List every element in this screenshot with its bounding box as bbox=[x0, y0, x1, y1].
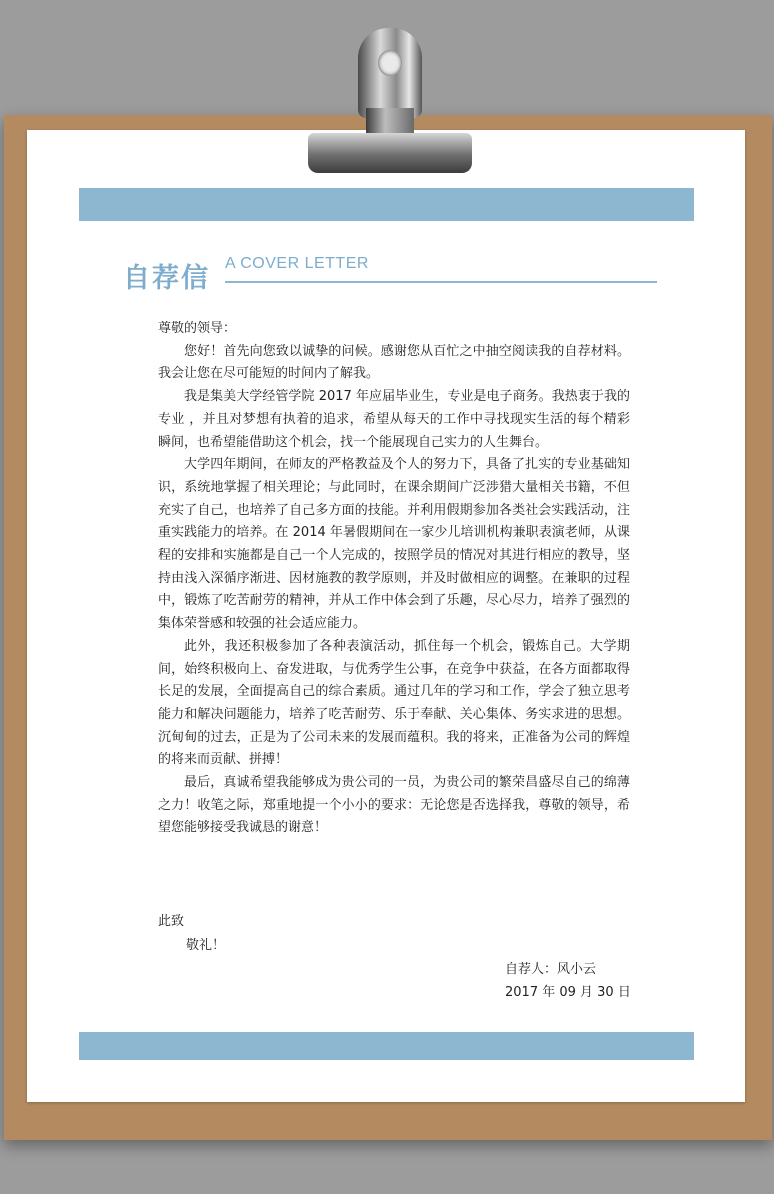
closing-line-1: 此致 bbox=[158, 914, 185, 929]
letter-body bbox=[158, 318, 630, 840]
paragraph-intro: 我是集美大学经管学院 2017 年应届毕业生，专业是电子商务。我热衷于我的专业 ，并且对梦想有执着的追求，希望从每天的工作中寻找现实生活的每个精彩瞬间，也希望能借助这个机会，找一个能展现自己实力的人生舞台。 bbox=[158, 389, 630, 450]
salutation: 尊敬的领导： bbox=[158, 321, 237, 336]
page-title: 自荐信 bbox=[123, 263, 210, 294]
binder-clip-icon bbox=[300, 28, 480, 178]
bottom-accent-band bbox=[79, 1032, 694, 1060]
paragraph-activities: 此外，我还积极参加了各种表演活动，抓住每一个机会，锻炼自己。大学期间，始终积极向上、奋发进取，与优秀学生公事，在竞争中获益，在各方面都取得长足的发展，全面提高自己的综合素质。通过几年的学习和工作，学会了独立思考能力和解决问题能力，培养了吃苦耐劳、乐于奉献、关心集体、务实求进的思想。沉甸甸的过去，正是为了公司未来的发展而蕴积。我的将来，正准备为公司的辉煌的将来而贡献、拼搏！ bbox=[158, 638, 630, 768]
signature: 自荐人：风小云 bbox=[505, 962, 597, 977]
closing-line-2: 敬礼！ bbox=[186, 938, 226, 953]
date: 2017 年 09 月 30 日 bbox=[505, 985, 631, 1000]
paragraph-experience: 大学四年期间，在师友的严格教益及个人的努力下，具备了扎实的专业基础知识，系统地掌握了相关理论；与此同时，在课余期间广泛涉猎大量相关书籍，不但充实了自己，也培养了自己多方面的技能。并利用假期参加各类社会实践活动，注重实践能力的培养。在 2014 年暑假期间在一家少儿培训机构兼职表演老师，从课程的安排和实施都是自己一个人完成的，按照学员的情况对其进行相应的教导，坚持由浅入深循序渐进、因材施教的教学原则，并及时做相应的调整。在兼职的过程中，锻炼了吃苦耐劳的精神，并从工作中体会到了乐趣，尽心尽力，培养了强烈的集体荣誉感和较强的社会适应能力。 bbox=[158, 457, 630, 632]
page-subtitle: A COVER LETTER bbox=[225, 255, 369, 272]
paragraph-greeting: 您好！首先向您致以诚挚的问候。感谢您从百忙之中抽空阅读我的自荐材料。我会让您在尽可能短的时间内了解我。 bbox=[158, 343, 630, 382]
title-underline bbox=[225, 281, 657, 283]
top-accent-band bbox=[79, 188, 694, 221]
paragraph-conclusion: 最后，真诚希望我能够成为贵公司的一员，为贵公司的繁荣昌盛尽自己的绵薄之力！收笔之际，郑重地提一个小小的要求：无论您是否选择我，尊敬的领导，希望您能够接受我诚恳的谢意！ bbox=[158, 775, 630, 836]
